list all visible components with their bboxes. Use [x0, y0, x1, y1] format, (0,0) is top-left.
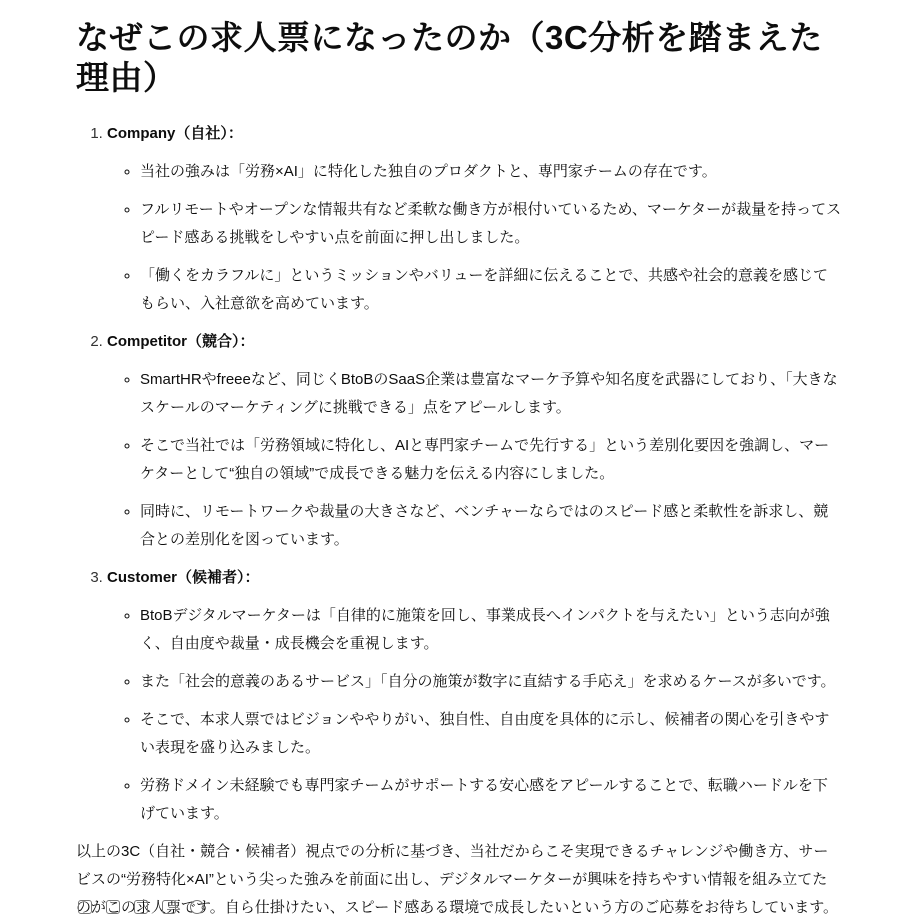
list-item: ◦ SmartHRやfreeeなど、同じくBtoBのSaaS企業は豊富なマーケ予算や知名度を武器にしており、「大きなスケールのマーケティングに挑戦できる」点をアピールします。: [140, 366, 842, 422]
page-title: なぜこの求人票になったのか（3C分析を踏まえた理由）: [76, 19, 823, 96]
list-item: ◦ そこで、本求人票ではビジョンややりがい、独自性、自由度を具体的に示し、候補者の関心を引きやすい表現を盛り込みました。: [140, 706, 842, 762]
message-content: [76, 18, 842, 922]
list-item: ◦ 同時に、リモートワークや裁量の大きさなど、ベンチャーならではのスピード感と柔軟性を訴求し、競合との差別化を図っています。: [140, 498, 842, 554]
message-actions: [78, 900, 204, 914]
list-item: ◦ そこで当社では「労務領域に特化し、AIと専門家チームで先行する」という差別化要因を強調し、マーケターとして“独自の領域”で成長できる魅力を伝える内容にしました。: [140, 432, 842, 488]
list-item: ◦ フルリモートやオープンな情報共有など柔軟な働き方が根付いているため、マーケターが裁量を持ってスピード感ある挑戦をしやすい点を前面に押し出しました。: [140, 196, 842, 252]
regenerate-icon[interactable]: [190, 900, 204, 914]
list-item: ◦ 「働くをカラフルに」というミッションやバリューを詳細に伝えることで、共感や社会的意義を感じてもらい、入社意欲を高めています。: [140, 262, 842, 318]
analysis-list: [76, 120, 842, 828]
list-item: ◦ また「社会的意義のあるサービス」「自分の施策が数字に直結する手応え」を求めるケースが多いです。: [140, 668, 842, 696]
section-heading: 1. Company（自社）：: [107, 125, 243, 142]
section-heading: 2. Competitor（競合）：: [107, 333, 255, 350]
section-heading: 3. Customer（候補者）：: [107, 569, 260, 586]
speaker-icon[interactable]: [162, 900, 176, 914]
summary-paragraph: 以上の3C（自社・競合・候補者）視点での分析に基づき、当社だからこそ実現できるチャレンジや働き方、サービスの“労務特化×AI”という尖った強みを前面に出し、デジタルマーケターが興味を持ちやすい情報を組み立てたのがこの求人票です。自ら仕掛けたい、スピード感ある環境で成長したいという方のご応募をお待ちしています。: [76, 843, 839, 916]
section-customer: [107, 564, 842, 828]
list-item: ◦ 労務ドメイン未経験でも専門家チームがサポートする安心感をアピールすることで、転職ハードルを下げています。: [140, 772, 842, 828]
section-competitor: [107, 328, 842, 554]
list-item: ◦ 当社の強みは「労務×AI」に特化した独自のプロダクトと、専門家チームの存在です。: [140, 158, 842, 186]
section-company: [107, 120, 842, 318]
thumbs-up-icon[interactable]: [106, 900, 120, 914]
thumbs-down-icon[interactable]: [134, 900, 148, 914]
copy-icon[interactable]: [78, 900, 92, 914]
list-item: ◦ BtoBデジタルマーケターは「自律的に施策を回し、事業成長へインパクトを与えたい」という志向が強く、自由度や裁量・成長機会を重視します。: [140, 602, 842, 658]
